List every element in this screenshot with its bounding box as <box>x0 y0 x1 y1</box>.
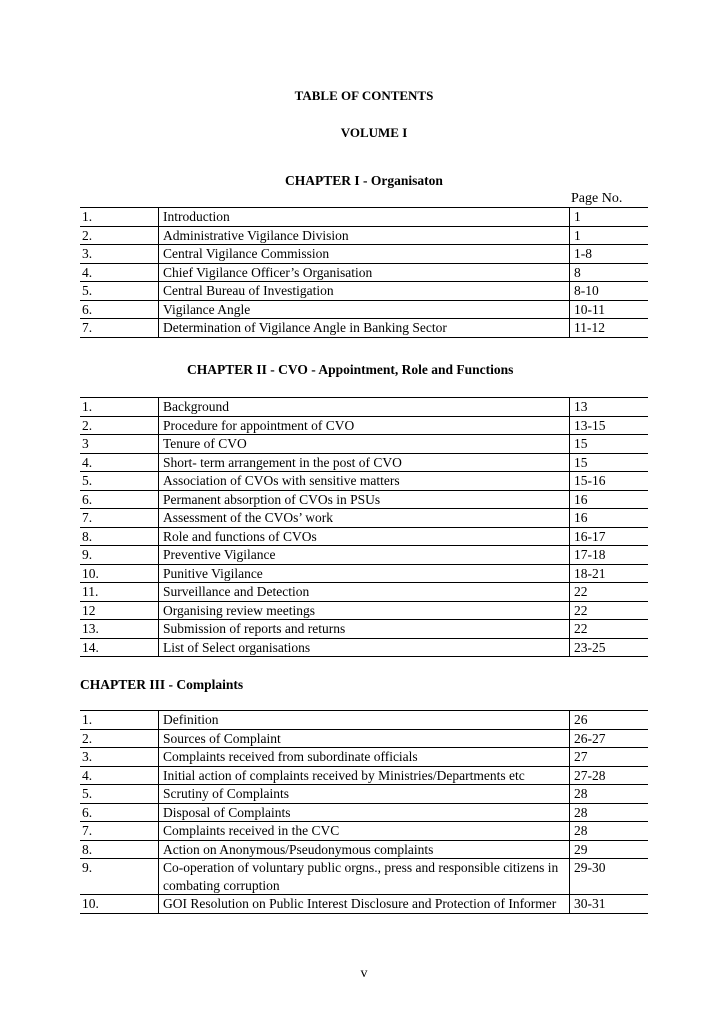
toc-row-title: Initial action of complaints received by Ministries/Departments etc <box>159 766 570 785</box>
toc-row-page: 16-17 <box>570 527 649 546</box>
toc-row-page: 28 <box>570 803 649 822</box>
toc-row-title: Central Bureau of Investigation <box>159 282 570 301</box>
toc-row <box>80 803 648 822</box>
toc-row-title: Association of CVOs with sensitive matters <box>159 472 570 491</box>
toc-row <box>80 564 648 583</box>
toc-row <box>80 859 648 895</box>
toc-row <box>80 583 648 602</box>
toc-row-number: 8. <box>80 840 159 859</box>
toc-row-title: Introduction <box>159 208 570 227</box>
toc-row-number: 5. <box>80 472 159 491</box>
toc-row <box>80 208 648 227</box>
toc-row-title: Procedure for appointment of CVO <box>159 416 570 435</box>
toc-row-number: 2. <box>80 416 159 435</box>
toc-row-title: Background <box>159 398 570 417</box>
toc-row-number: 7. <box>80 509 159 528</box>
toc-row-page: 22 <box>570 601 649 620</box>
toc-row-title: Disposal of Complaints <box>159 803 570 822</box>
toc-row-number: 4. <box>80 766 159 785</box>
toc-row <box>80 472 648 491</box>
toc-row-title: Definition <box>159 711 570 730</box>
toc-row <box>80 263 648 282</box>
toc-row-title: Punitive Vigilance <box>159 564 570 583</box>
toc-row-number: 5. <box>80 785 159 804</box>
toc-row-title: Organising review meetings <box>159 601 570 620</box>
toc-row <box>80 638 648 657</box>
toc-row-number: 6. <box>80 300 159 319</box>
toc-row <box>80 453 648 472</box>
toc-row-page: 17-18 <box>570 546 649 565</box>
toc-row-page: 1 <box>570 226 649 245</box>
toc-row-title: Vigilance Angle <box>159 300 570 319</box>
toc-row-page: 1-8 <box>570 245 649 264</box>
toc-row-title: GOI Resolution on Public Interest Disclosure and Protection of Informer <box>159 895 570 914</box>
toc-row-page: 28 <box>570 785 649 804</box>
toc-row-number: 1. <box>80 711 159 730</box>
toc-row-page: 22 <box>570 620 649 639</box>
toc-row <box>80 282 648 301</box>
toc-row-number: 9. <box>80 859 159 895</box>
toc-row-title: Chief Vigilance Officer’s Organisation <box>159 263 570 282</box>
toc-row-page: 15-16 <box>570 472 649 491</box>
toc-row-number: 11. <box>80 583 159 602</box>
toc-row-page: 8-10 <box>570 282 649 301</box>
toc-row-page: 26-27 <box>570 729 649 748</box>
toc-row <box>80 766 648 785</box>
toc-row-number: 8. <box>80 527 159 546</box>
toc-row-number: 7. <box>80 319 159 338</box>
toc-row-title: Tenure of CVO <box>159 435 570 454</box>
toc-row <box>80 729 648 748</box>
toc-row-title: List of Select organisations <box>159 638 570 657</box>
volume-title: VOLUME I <box>340 125 408 140</box>
toc-row-page: 13-15 <box>570 416 649 435</box>
toc-row <box>80 490 648 509</box>
toc-row-number: 6. <box>80 490 159 509</box>
toc-row-page: 29 <box>570 840 649 859</box>
toc-row-page: 29-30 <box>570 859 649 895</box>
toc-row-page: 16 <box>570 490 649 509</box>
toc-row-title: Co-operation of voluntary public orgns., press and responsible citizens in combating corruption <box>159 859 570 895</box>
toc-row-page: 27-28 <box>570 766 649 785</box>
chapter3-title: CHAPTER III - Complaints <box>80 677 244 692</box>
toc-row-title: Submission of reports and returns <box>159 620 570 639</box>
toc-row-number: 4. <box>80 453 159 472</box>
toc-row-page: 18-21 <box>570 564 649 583</box>
toc-row <box>80 822 648 841</box>
toc-row-number: 3. <box>80 748 159 767</box>
toc-row-page: 1 <box>570 208 649 227</box>
toc-row <box>80 226 648 245</box>
toc-row <box>80 300 648 319</box>
toc-row-number: 6. <box>80 803 159 822</box>
toc-title: TABLE OF CONTENTS <box>294 88 434 103</box>
toc-row <box>80 895 648 914</box>
toc-row-number: 1. <box>80 398 159 417</box>
toc-row-number: 12 <box>80 601 159 620</box>
toc-row-page: 15 <box>570 453 649 472</box>
toc-row-title: Surveillance and Detection <box>159 583 570 602</box>
toc-row-number: 2. <box>80 226 159 245</box>
toc-row <box>80 840 648 859</box>
toc-row-number: 13. <box>80 620 159 639</box>
chapter1-table <box>80 207 648 338</box>
toc-row-title: Central Vigilance Commission <box>159 245 570 264</box>
toc-row <box>80 620 648 639</box>
chapter2-table <box>80 397 648 657</box>
toc-row-page: 28 <box>570 822 649 841</box>
toc-row <box>80 527 648 546</box>
chapter3-table <box>80 710 648 914</box>
toc-row-title: Complaints received from subordinate officials <box>159 748 570 767</box>
toc-row-page: 10-11 <box>570 300 649 319</box>
toc-row-page: 22 <box>570 583 649 602</box>
toc-row <box>80 435 648 454</box>
chapter2-title: CHAPTER II - CVO - Appointment, Role and Functions <box>187 362 514 377</box>
toc-row-title: Short- term arrangement in the post of CVO <box>159 453 570 472</box>
chapter1-title: CHAPTER I - Organisaton <box>285 173 443 188</box>
toc-row <box>80 601 648 620</box>
toc-row <box>80 748 648 767</box>
toc-row-page: 13 <box>570 398 649 417</box>
toc-row-title: Scrutiny of Complaints <box>159 785 570 804</box>
page-no-label: Page No. <box>571 191 623 206</box>
toc-row <box>80 245 648 264</box>
toc-row-title: Sources of Complaint <box>159 729 570 748</box>
toc-row-number: 7. <box>80 822 159 841</box>
toc-row-title: Preventive Vigilance <box>159 546 570 565</box>
toc-row <box>80 711 648 730</box>
toc-row-number: 14. <box>80 638 159 657</box>
toc-row-number: 3. <box>80 245 159 264</box>
toc-row-page: 30-31 <box>570 895 649 914</box>
toc-row <box>80 398 648 417</box>
toc-row-page: 23-25 <box>570 638 649 657</box>
toc-row-title: Role and functions of CVOs <box>159 527 570 546</box>
toc-row <box>80 416 648 435</box>
toc-row-page: 16 <box>570 509 649 528</box>
toc-row-number: 5. <box>80 282 159 301</box>
toc-row-page: 26 <box>570 711 649 730</box>
toc-row-title: Determination of Vigilance Angle in Banking Sector <box>159 319 570 338</box>
page-number: v <box>360 966 368 981</box>
toc-row-page: 27 <box>570 748 649 767</box>
toc-row-page: 8 <box>570 263 649 282</box>
toc-row <box>80 546 648 565</box>
toc-row <box>80 785 648 804</box>
toc-row-number: 10. <box>80 564 159 583</box>
toc-row-page: 15 <box>570 435 649 454</box>
toc-row-number: 4. <box>80 263 159 282</box>
toc-row-title: Permanent absorption of CVOs in PSUs <box>159 490 570 509</box>
toc-row-title: Complaints received in the CVC <box>159 822 570 841</box>
toc-row-page: 11-12 <box>570 319 649 338</box>
toc-row-title: Administrative Vigilance Division <box>159 226 570 245</box>
toc-row-number: 10. <box>80 895 159 914</box>
toc-row-number: 9. <box>80 546 159 565</box>
toc-row-number: 2. <box>80 729 159 748</box>
toc-row-number: 1. <box>80 208 159 227</box>
toc-row <box>80 509 648 528</box>
toc-row-number: 3 <box>80 435 159 454</box>
toc-row-title: Assessment of the CVOs’ work <box>159 509 570 528</box>
toc-row-title: Action on Anonymous/Pseudonymous complaints <box>159 840 570 859</box>
toc-row <box>80 319 648 338</box>
